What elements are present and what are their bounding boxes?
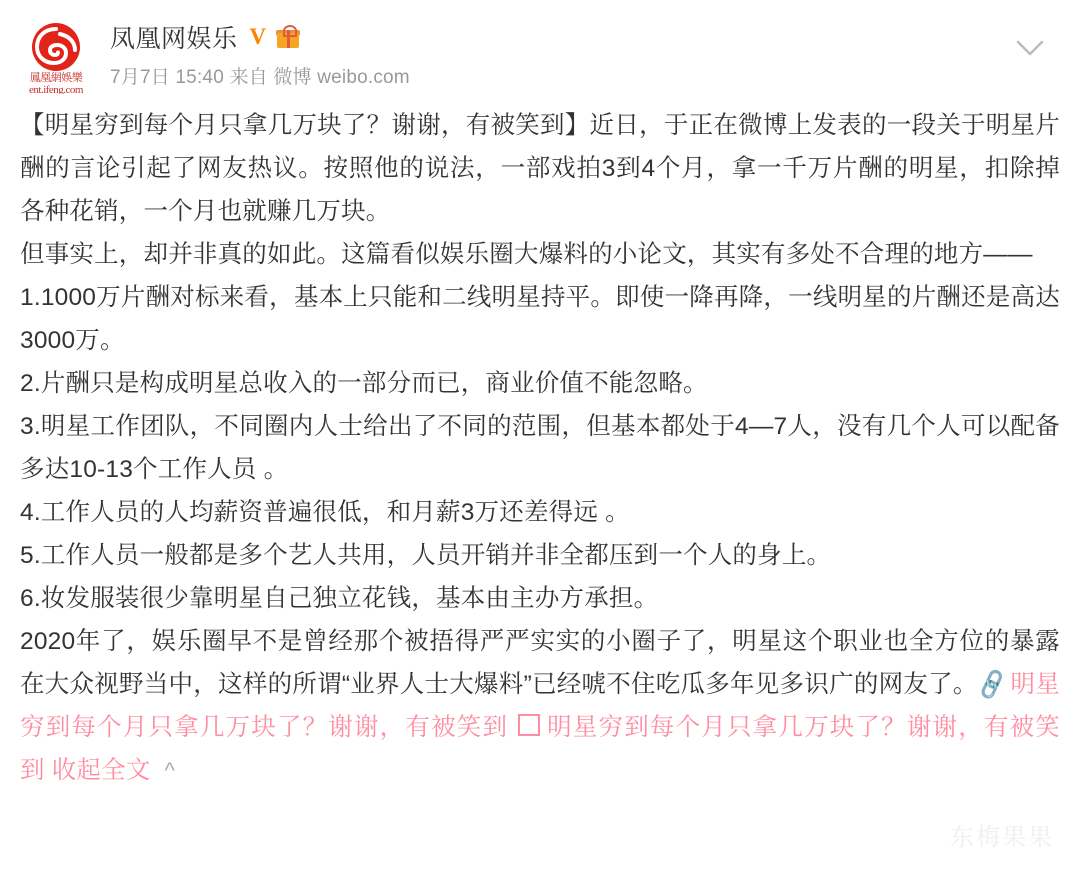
phoenix-logo-icon <box>28 22 84 72</box>
post-paragraph: 3.明星工作团队，不同圈内人士给出了不同的范围，但基本都处于4—7人，没有几个人可以配备多达10-13个工作人员 。 <box>20 413 1060 483</box>
square-topic-icon <box>518 714 540 736</box>
topic-link[interactable]: 明星穷到每个月只拿几万块了？谢谢，有被笑到 <box>20 671 1060 741</box>
post-paragraph: 5.工作人员一般都是多个艺人共用，人员开销并非全都压到一个人的身上。 <box>20 542 832 569</box>
avatar[interactable] <box>20 22 92 94</box>
post-paragraph: 6.妆发服装很少靠明星自己独立花钱，基本由主办方承担。 <box>20 585 659 612</box>
post-header-text <box>110 18 410 89</box>
account-nickname[interactable]: 凤凰网娱乐 <box>110 25 238 53</box>
link-chain-icon: 🔗 <box>973 666 1010 702</box>
chevron-down-icon[interactable] <box>1010 28 1050 68</box>
post-paragraph: 2.片酬只是构成明星总收入的一部分而已，商业价值不能忽略。 <box>20 370 708 397</box>
post-paragraph: 但事实上，却并非真的如此。这篇看似娱乐圈大爆料的小论文，其实有多处不合理的地方—— <box>20 241 1033 268</box>
chevron-up-icon[interactable]: ^ <box>164 758 176 783</box>
source-prefix: 来自 <box>229 67 268 88</box>
post-paragraph: 1.1000万片酬对标来看，基本上只能和二线明星持平。即使一降再降，一线明星的片酬还是高达3000万。 <box>20 284 1060 354</box>
topic-link-secondary[interactable]: 明星穷到每个月只拿几万块了？谢谢，有被笑到 <box>20 714 1060 784</box>
collapse-full-text-button[interactable]: 收起全文 <box>51 757 151 784</box>
verified-badge-icon[interactable]: V <box>249 24 267 49</box>
post-source[interactable]: 微博 weibo.com <box>273 67 410 88</box>
name-row <box>110 20 410 54</box>
watermark: 东梅果果 <box>950 824 1054 851</box>
post-paragraph: 4.工作人员的人均薪资普遍很低，和月薪3万还差得远 。 <box>20 499 630 526</box>
gift-badge-icon[interactable] <box>276 25 302 49</box>
post-paragraph-text: 2020年了，娱乐圈早不是曾经那个被捂得严严实实的小圈子了，明星这个职业也全方位的暴露在大众视野当中，这样的所谓“业界人士大爆料”已经唬不住吃瓜多年见多识广的网友了。 <box>20 628 1060 698</box>
post-last-paragraph <box>20 620 1060 792</box>
avatar-text-line2: ent.ifeng.com <box>29 84 83 94</box>
post-paragraph: 【明星穷到每个月只拿几万块了？谢谢，有被笑到】近日，于正在微博上发表的一段关于明星片酬的言论引起了网友热议。按照他的说法，一部戏拍3到4个月，拿一千万片酬的明星，扣除掉各种花销，一个月也就赚几万块。 <box>20 112 1060 225</box>
post-timestamp[interactable]: 7月7日 15:40 <box>110 67 224 88</box>
post-content <box>20 104 1060 792</box>
avatar-text-line1: 鳳凰網娛樂 <box>29 72 83 84</box>
post-header <box>20 18 1060 94</box>
post-meta <box>110 62 410 89</box>
